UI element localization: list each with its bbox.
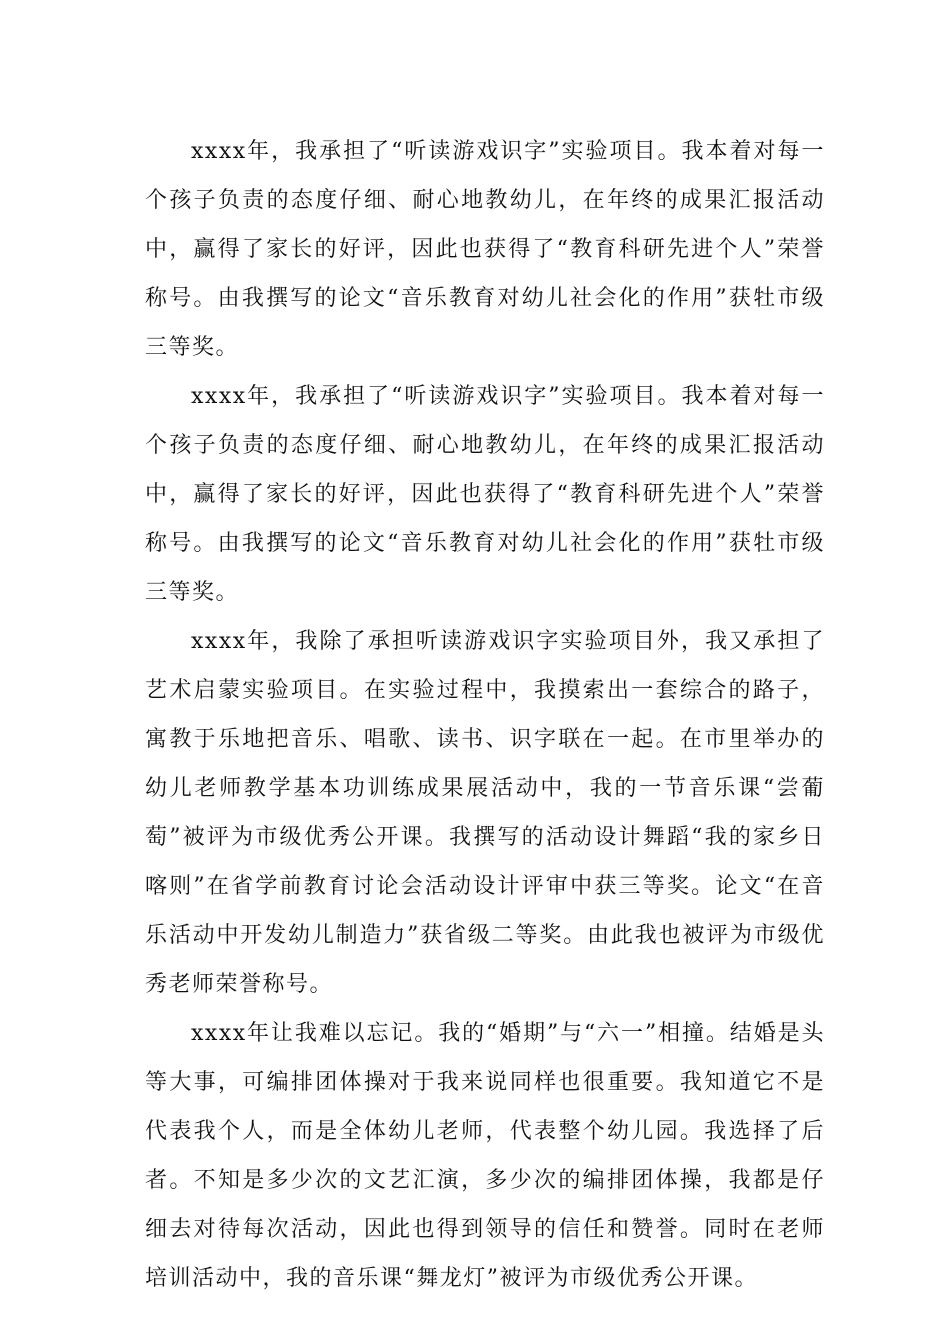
paragraph-1: xxxx年，我承担了“听读游戏识字”实验项目。我本着对每一个孩子负责的态度仔细、耐心地教幼儿，在年终的成果汇报活动中，赢得了家长的好评，因此也获得了“教育科研先进个人”荣誉称号。由我撰写的论文“音乐教育对幼儿社会化的作用”获牡市级三等奖。 bbox=[145, 139, 825, 360]
paragraph-4: xxxx年让我难以忘记。我的“婚期”与“六一”相撞。结婚是头等大事，可编排团体操对于我来说同样也很重要。我知道它不是代表我个人，而是全体幼儿老师，代表整个幼儿园。我选择了后者。不知是多少次的文艺汇演，多少次的编排团体操，我都是仔细去对待每次活动，因此也得到领导的信任和赞誉。同时在老师培训活动中，我的音乐课“舞龙灯”被评为市级优秀公开课。 bbox=[145, 1021, 825, 1291]
paragraph-3: xxxx年，我除了承担听读游戏识字实验项目外，我又承担了艺术启蒙实验项目。在实验过程中，我摸索出一套综合的路子，寓教于乐地把音乐、唱歌、读书、识字联在一起。在市里举办的幼儿老师教学基本功训练成果展活动中，我的一节音乐课“尝葡萄”被评为市级优秀公开课。我撰写的活动设计舞蹈“我的家乡日喀则”在省学前教育讨论会活动设计评审中获三等奖。论文“在音乐活动中开发幼儿制造力”获省级二等奖。由此我也被评为市级优秀老师荣誉称号。 bbox=[145, 629, 825, 997]
document-body bbox=[145, 127, 825, 1303]
paragraph-2: xxxx年，我承担了“听读游戏识字”实验项目。我本着对每一个孩子负责的态度仔细、耐心地教幼儿，在年终的成果汇报活动中，赢得了家长的好评，因此也获得了“教育科研先进个人”荣誉称号。由我撰写的论文“音乐教育对幼儿社会化的作用”获牡市级三等奖。 bbox=[145, 384, 825, 605]
